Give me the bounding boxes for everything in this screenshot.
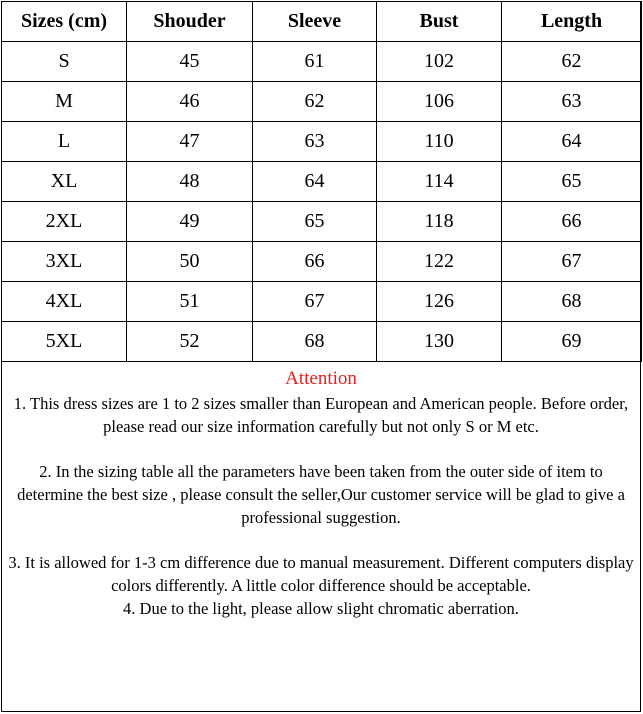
table-row [2, 282, 642, 322]
table-row [2, 122, 642, 162]
note-3: 3. It is allowed for 1-3 cm difference due to manual measurement. Different computers display colors differently. A little color difference should be acceptable. [8, 553, 634, 595]
cell-bust: 130 [377, 322, 502, 362]
cell-shoulder: 52 [127, 322, 253, 362]
attention-notes [2, 362, 640, 620]
cell-sleeve: 63 [253, 122, 377, 162]
cell-shoulder: 45 [127, 42, 253, 82]
table-row [2, 162, 642, 202]
table-row [2, 202, 642, 242]
cell-sleeve: 64 [253, 162, 377, 202]
cell-sleeve: 68 [253, 322, 377, 362]
cell-shoulder: 49 [127, 202, 253, 242]
cell-size: 4XL [2, 282, 127, 322]
cell-size: 2XL [2, 202, 127, 242]
header-sizes: Sizes (cm) [2, 2, 127, 42]
cell-shoulder: 48 [127, 162, 253, 202]
cell-sleeve: 67 [253, 282, 377, 322]
header-length: Length [502, 2, 642, 42]
cell-size: L [2, 122, 127, 162]
table-row [2, 242, 642, 282]
cell-sleeve: 65 [253, 202, 377, 242]
header-bust: Bust [377, 2, 502, 42]
cell-length: 62 [502, 42, 642, 82]
cell-bust: 110 [377, 122, 502, 162]
size-table [1, 1, 642, 362]
cell-size: XL [2, 162, 127, 202]
cell-size: M [2, 82, 127, 122]
cell-shoulder: 46 [127, 82, 253, 122]
cell-size: S [2, 42, 127, 82]
note-4: 4. Due to the light, please allow slight chromatic aberration. [123, 599, 519, 618]
cell-length: 67 [502, 242, 642, 282]
cell-size: 5XL [2, 322, 127, 362]
header-shoulder: Shouder [127, 2, 253, 42]
cell-bust: 122 [377, 242, 502, 282]
cell-bust: 106 [377, 82, 502, 122]
table-header-row [2, 2, 642, 42]
cell-size: 3XL [2, 242, 127, 282]
cell-length: 65 [502, 162, 642, 202]
cell-bust: 118 [377, 202, 502, 242]
cell-shoulder: 50 [127, 242, 253, 282]
cell-sleeve: 61 [253, 42, 377, 82]
table-row [2, 322, 642, 362]
size-chart-sheet [1, 1, 641, 712]
cell-shoulder: 51 [127, 282, 253, 322]
table-body [2, 42, 642, 362]
cell-sleeve: 62 [253, 82, 377, 122]
table-row [2, 42, 642, 82]
cell-bust: 126 [377, 282, 502, 322]
cell-sleeve: 66 [253, 242, 377, 282]
note-2: 2. In the sizing table all the parameters have been taken from the outer side of item to determine the best size , please consult the seller,Our customer service will be glad to give a professional suggestion. [17, 462, 625, 527]
cell-length: 69 [502, 322, 642, 362]
cell-length: 66 [502, 202, 642, 242]
cell-shoulder: 47 [127, 122, 253, 162]
cell-length: 63 [502, 82, 642, 122]
table-row [2, 82, 642, 122]
cell-bust: 102 [377, 42, 502, 82]
attention-title: Attention [285, 368, 357, 389]
header-sleeve: Sleeve [253, 2, 377, 42]
cell-length: 68 [502, 282, 642, 322]
cell-length: 64 [502, 122, 642, 162]
cell-bust: 114 [377, 162, 502, 202]
note-1: 1. This dress sizes are 1 to 2 sizes smaller than European and American people. Before order, please read our size information carefully but not only S or M etc. [13, 394, 629, 436]
